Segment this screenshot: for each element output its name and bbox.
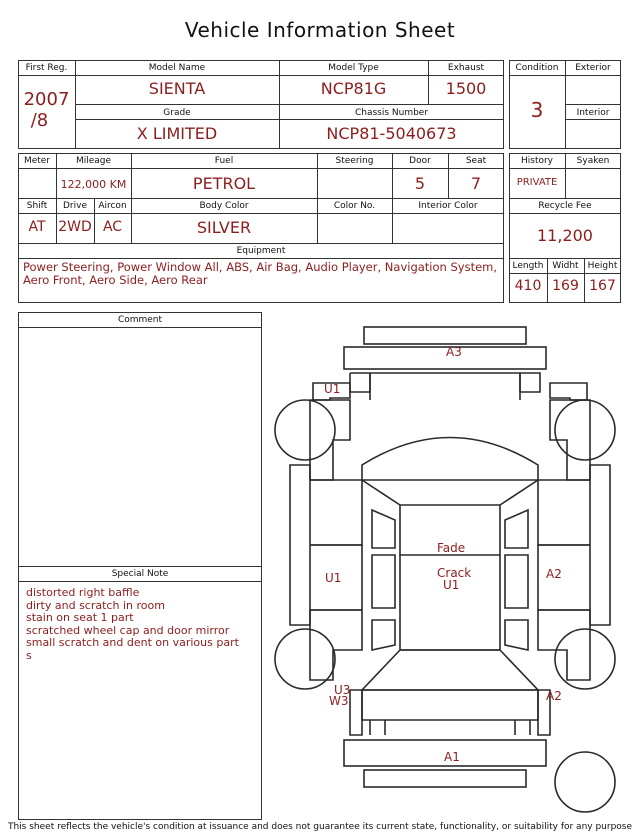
special-note-line: dirty and scratch in room [26,598,165,612]
height-label: Height [587,261,618,271]
special-note-line: small scratch and dent on various part [26,636,239,649]
recycle-fee-value: 11,200 [537,226,593,245]
interior-label: Interior [576,108,610,118]
meter-label: Meter [23,156,51,166]
chassis-label: Chassis Number [354,108,429,118]
syaken-label: Syaken [576,156,610,166]
length-value: 410 [514,278,542,294]
special-note-line: s [26,648,32,662]
exhaust-value: 1500 [445,79,487,98]
first-reg-label: First Reg. [25,63,68,73]
aircon-value: AC [102,219,123,235]
mark-roof-fade: Fade [437,541,466,555]
model-name-label: Model Name [148,63,206,73]
special-note-list [26,587,258,662]
model-type-value: NCP81G [320,79,387,98]
equipment-value: Power Steering, Power Window All, ABS, Air Bag, Audio Player, Navigation System, Aero Front, Aero Side, Aero Rear [23,260,498,287]
fuel-label: Fuel [214,156,234,166]
grade-label: Grade [163,108,191,118]
car-damage-diagram [270,320,630,820]
drive-label: Drive [63,201,87,211]
mark-rear-left-u3: U3 [334,683,351,697]
condition-label: Condition [515,63,559,73]
chassis-value: NCP81-5040673 [326,124,457,143]
mark-rear-right: A2 [546,689,562,703]
comment-label: Comment [117,315,163,325]
seat-value: 7 [470,174,482,193]
special-note-label: Special Note [111,569,169,579]
seat-label: Seat [465,156,487,166]
model-name-value: SIENTA [148,79,206,98]
interior-color-label: Interior Color [418,201,478,211]
mark-front-left-corner: U1 [324,382,341,396]
first-reg-month: /8 [30,110,49,131]
first-reg-year: 2007 [23,89,70,110]
disclaimer-footer: This sheet reflects the vehicle's condition at issuance and does not guarantee its current state, functionality, or suitability for any purpose [7,822,633,832]
recycle-fee-label: Recycle Fee [538,201,592,211]
condition-value: 3 [530,98,544,122]
steering-label: Steering [335,156,374,166]
special-note-line: distorted right baffle [26,586,140,599]
grade-value: X LIMITED [136,124,218,143]
fuel-value: PETROL [192,174,256,193]
mark-roof-u1: U1 [443,578,460,592]
shift-value: AT [28,219,46,235]
equipment-label: Equipment [236,246,286,256]
mileage-label: Mileage [75,156,112,166]
height-value: 167 [589,278,616,294]
drive-value: 2WD [58,219,92,235]
exterior-label: Exterior [575,63,611,73]
door-label: Door [409,156,431,166]
exhaust-label: Exhaust [447,63,485,73]
model-type-label: Model Type [328,63,379,73]
page-title: Vehicle Information Sheet [184,18,456,42]
width-value: 169 [552,278,579,294]
body-color-value: SILVER [196,218,252,237]
history-label: History [520,156,554,166]
door-value: 5 [414,174,426,193]
mark-rear-left-w3: W3 [329,694,349,708]
mark-front-bumper: A3 [446,345,462,359]
mileage-value: 122,000 KM [60,178,127,191]
mark-rear-bumper: A1 [444,750,460,764]
special-note-line: stain on seat 1 part [26,611,134,624]
length-label: Length [512,261,544,271]
aircon-label: Aircon [98,201,127,211]
mark-right-side: A2 [546,567,562,581]
width-label: Widht [552,261,579,271]
history-value: PRIVATE [516,177,558,188]
special-note-line: scratched wheel cap and door mirror [26,623,230,637]
mark-roof-crack: Crack [437,566,472,580]
shift-label: Shift [26,201,48,211]
body-color-label: Body Color [199,201,249,211]
color-no-label: Color No. [333,201,376,211]
mark-left-side: U1 [325,571,342,585]
